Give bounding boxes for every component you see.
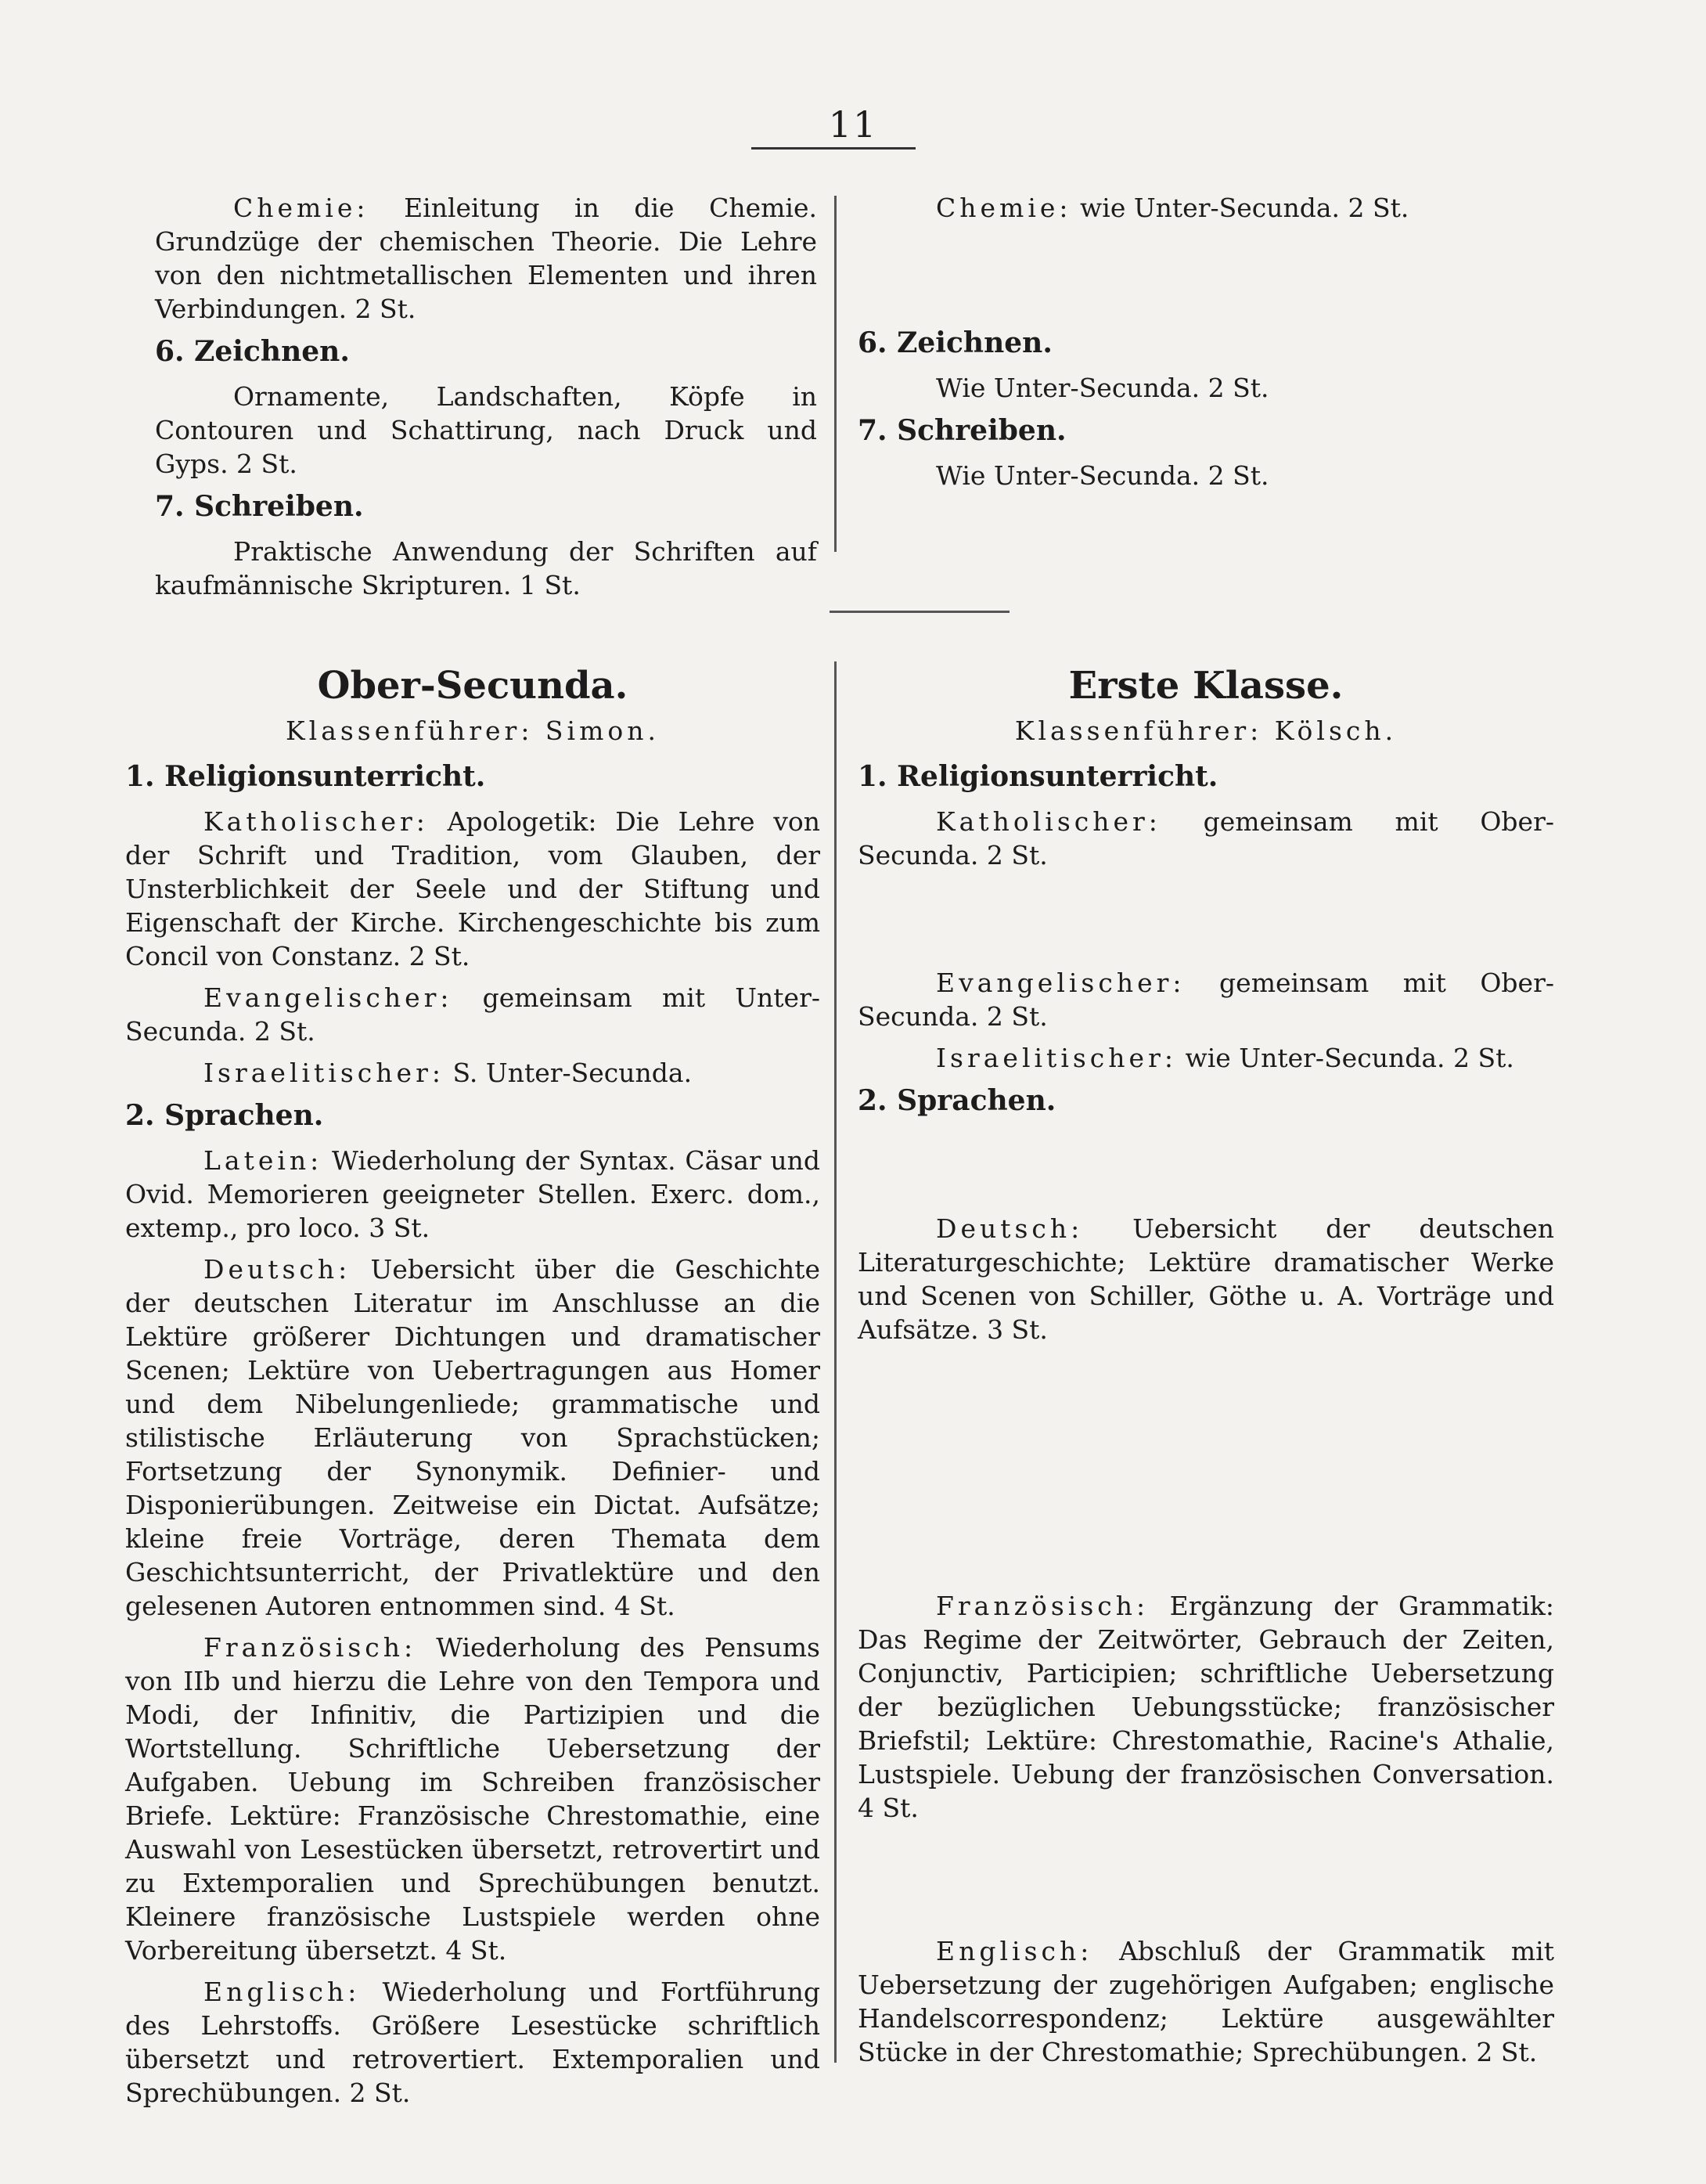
section-heading-religion: 1. Religionsunterricht. (125, 760, 486, 793)
section-heading-sprachen: 2. Sprachen. (125, 1099, 324, 1132)
deutsch-paragraph-right: Deutsch: Uebersicht der deutschen Literaturgeschichte; Lektüre dramatischer Werke und Scenen von Schiller, Göthe u. A. Vorträge und Aufsätze. 3 St. (858, 1213, 1554, 1345)
zeichnen-paragraph-right: Wie Unter-Secunda. 2 St. (936, 373, 1269, 403)
israelitisch-paragraph-right: Israelitischer: wie Unter-Secunda. 2 St. (936, 1043, 1514, 1073)
upper-right-column (858, 191, 1554, 500)
upper-left-column (155, 191, 817, 610)
englisch-paragraph: Englisch: Wiederholung und Fortführung des Lehrstoffs. Größere Lesestücke schriftlich übersetzt und retrovertiert. Extemporalien und Sprechübungen. 2 St. (125, 1977, 820, 2108)
evangelisch-paragraph: Evangelischer: gemeinsam mit Unter-Secunda. 2 St. (125, 982, 820, 1047)
class-title-erste-klasse: Erste Klasse. (1068, 664, 1344, 708)
class-leader: Klassenführer: Simon. (285, 715, 660, 746)
zeichnen-paragraph: Ornamente, Landschaften, Köpfe in Contouren und Schattirung, nach Druck und Gyps. 2 St. (155, 381, 817, 479)
lower-right-column (858, 664, 1555, 2077)
chemie-paragraph-right: Chemie: wie Unter-Secunda. 2 St. (936, 193, 1409, 223)
chemie-label: Chemie: (233, 193, 369, 223)
israelitisch-paragraph: Israelitischer: S. Unter-Secunda. (203, 1058, 693, 1088)
katholisch-paragraph: Katholischer: Apologetik: Die Lehre von der Schrift und Tradition, vom Glauben, der Unsterblichkeit der Seele und der Stiftung und Eigenschaft der Kirche. Kirchengeschichte bis zum Concil von Constanz. 2 St. (125, 806, 820, 971)
franzoesisch-paragraph-right: Französisch: Ergänzung der Grammatik: Das Regime der Zeitwörter, Gebrauch der Zeiten, Conjunctiv, Participien; schriftliche Uebersetzung der bezüglichen Uebungsstücke; französischer Briefstil; Lektüre: Chrestomathie, Racine's Athalie, Lustspiele. Uebung der französischen Conversation. 4 St. (858, 1591, 1554, 1823)
latein-paragraph: Latein: Wiederholung der Syntax. Cäsar und Ovid. Memorieren geeigneter Stellen. Exerc. dom., extemp., pro loco. 3 St. (125, 1145, 820, 1243)
franzoesisch-paragraph: Französisch: Wiederholung des Pensums von IIb und hierzu die Lehre von den Tempora und Modi, der Infinitiv, die Partizipien und die Wortstellung. Schriftliche Uebersetzung der Aufgaben. Uebung im Schreiben französischer Briefe. Lektüre: Französische Chrestomathie, eine Auswahl von Lesestücken übersetzt, retrovertirt und zu Extemporalien und Sprechübungen benutzt. Kleinere französische Lustspiele werden ohne Vorbereitung übersetzt. 4 St. (125, 1632, 820, 1966)
class-leader-right: Klassenführer: Kölsch. (1014, 715, 1398, 746)
section-heading-religion-right: 1. Religionsunterricht. (858, 760, 1218, 793)
column-divider-upper (834, 196, 837, 552)
lower-left-column (125, 664, 820, 2117)
englisch-paragraph-right: Englisch: Abschluß der Grammatik mit Uebersetzung der zugehörigen Aufgaben; englische Handelscorrespondenz; Lektüre ausgewählter Stücke in der Chrestomathie; Sprechübungen. 2 St. (858, 1936, 1554, 2067)
section-heading-zeichnen: 6. Zeichnen. (155, 335, 350, 368)
evangelisch-paragraph-right: Evangelischer: gemeinsam mit Ober-Secunda. 2 St. (858, 968, 1555, 1032)
schreiben-paragraph-right: Wie Unter-Secunda. 2 St. (936, 460, 1269, 491)
section-heading-zeichnen-right: 6. Zeichnen. (858, 326, 1053, 359)
section-heading-sprachen-right: 2. Sprachen. (858, 1084, 1056, 1117)
page-number: 11 (828, 103, 878, 146)
section-heading-schreiben: 7. Schreiben. (155, 490, 364, 523)
chemie-paragraph: Chemie: Einleitung in die Chemie. Grundzüge der chemischen Theorie. Die Lehre von den nichtmetallischen Elementen und ihren Verbindungen. 2 St. (155, 193, 817, 324)
class-title-ober-secunda: Ober-Secunda. (317, 664, 628, 708)
header-rule (751, 147, 916, 150)
katholisch-paragraph-right: Katholischer: gemeinsam mit Ober-Secunda. 2 St. (858, 806, 1554, 870)
deutsch-paragraph: Deutsch: Uebersicht über die Geschichte der deutschen Literatur im Anschlusse an die Lektüre größerer Dichtungen und dramatischer Scenen; Lektüre von Uebertragungen aus Homer und dem Nibelungenliede; grammatische und stilistische Erläuterung von Sprachstücken; Fortsetzung der Synonymik. Definier- und Disponierübungen. Zeitweise ein Dictat. Aufsätze; kleine freie Vorträge, deren Themata dem Geschichtsunterricht, der Privatlektüre und den gelesenen Autoren entnommen sind. 4 St. (125, 1254, 820, 1621)
section-divider (830, 611, 1010, 613)
chemie-label-right: Chemie: (936, 193, 1072, 223)
column-divider-lower (834, 661, 837, 2063)
section-heading-schreiben-right: 7. Schreiben. (858, 414, 1067, 447)
schreiben-paragraph: Praktische Anwendung der Schriften auf kaufmännische Skripturen. 1 St. (155, 536, 817, 600)
